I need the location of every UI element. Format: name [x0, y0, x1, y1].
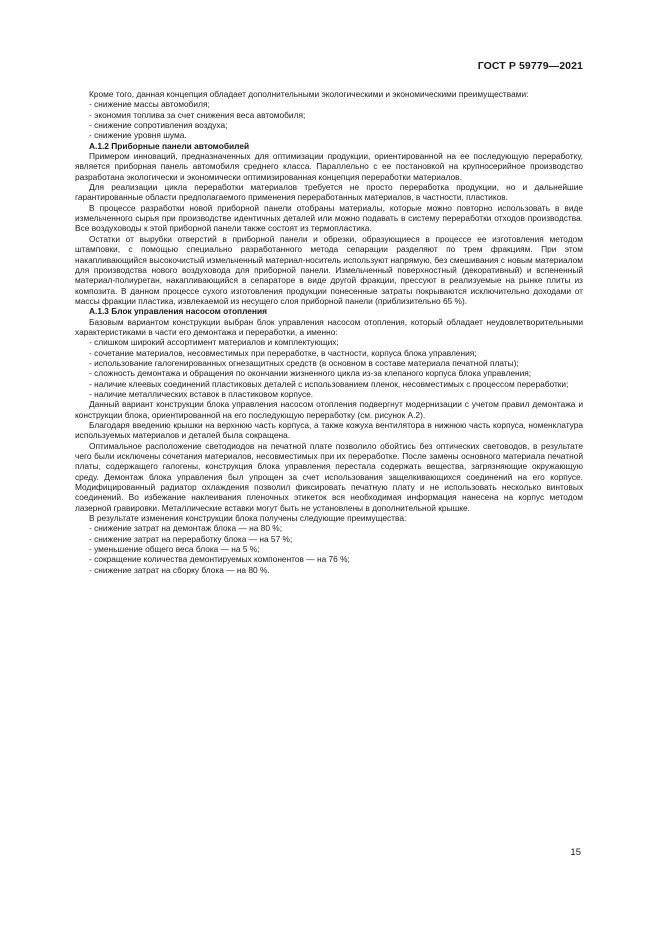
list-item: - снижение сопротивления воздуха; [89, 120, 228, 131]
section-heading: А.1.2 Приборные панели автомобилей [89, 140, 250, 151]
list-item: - снижение затрат на сборку блока — на 80 %. [89, 564, 270, 575]
list-item: - снижение затрат на демонтаж блока — на 80 %; [89, 523, 283, 534]
paragraph: Для реализации цикла переработки материалов требуется не просто переработка продукции, но и дальнейшие гарантированные области предполагаемого применения переработанных материалов, в частности, пластиков. [75, 182, 583, 203]
list-item: - снижение уровня шума. [89, 130, 187, 141]
section-heading: А.1.3 Блок управления насосом отопления [89, 306, 267, 317]
list-item: - экономия топлива за счет снижения веса автомобиля; [89, 109, 306, 120]
paragraph: В процессе разработки новой приборной панели отобраны материалы, которые можно повторно использовать в виде измельченного сырья при производстве идентичных деталей или можно подавать в систему переработки отходов производства. Все воздуховоды к этой приборной панели также состоят из термопластика. [75, 202, 583, 234]
paragraph: Кроме того, данная концепция обладает дополнительными экологическими и экономическими преимуществами: [89, 89, 529, 99]
list-item: - сложность демонтажа и обращения по окончании жизненного цикла из-за клепаного корпуса блока управления; [89, 368, 532, 379]
list-item: - уменьшение общего веса блока — на 5 %; [89, 544, 260, 555]
paragraph: Благодаря введению крышки на верхнюю часть корпуса, а также кожуха вентилятора в нижнюю часть корпуса, номенклатура используемых материалов и деталей была сокращена. [75, 420, 583, 441]
paragraph: В результате изменения конструкции блока получены следующие преимущества: [89, 513, 407, 524]
paragraph: Оптимальное расположение светодиодов на печатной плате позволило обойтись без оптических световодов, в результате чего были исключены сочетания материалов, несовместимых при их переработке. После замены основного материала печатной платы, содержащего галогены, конструкция блока управления перестала содержать вещества, загрязняющие окружающую среду. Демонтаж блока управления был упрощен за счет использования защелкивающихся соединений на его корпусе. Модифицированный радиатор охлаждения позволил фиксировать печатную плату и не использовать несколько винтовых соединений. Во избежание наклеивания пленочных этикеток вся необходимая информация нанесена на корпус методом лазерной гравировки. Металлические вставки могут быть не установлены в дополнительной крышке. [75, 440, 583, 513]
list-item: - сочетание материалов, несовместимых при переработке, в частности, корпуса блока управления; [89, 347, 477, 358]
list-item: - снижение затрат на переработку блока — на 57 %; [89, 533, 293, 544]
list-item: - использование галогенированных огнезащитных средств (в основном в составе материала печатной платы); [89, 357, 519, 368]
list-item: - наличие клеевых соединений пластиковых деталей с использованием пленок, несовместимых с процессом переработки; [89, 378, 569, 389]
list-item: - наличие металлических вставок в пластиковом корпусе. [89, 388, 314, 399]
list-item: - снижение массы автомобиля; [89, 99, 210, 110]
paragraph: Базовым вариантом конструкции выбран блок управления насосом отопления, который обладает неудовлетворительными характеристиками в части его демонтажа и переработки, а именно: [75, 316, 583, 337]
paragraph: Остатки от вырубки отверстий в приборной панели и обрезки, образующиеся в процессе ее изготовления методом штамповки, с помощью специально разработанного метода сепарации разделяют по трем фракциям. При этом накапливающийся высокочистый измельченный материал-носитель используют напрямую, без смешивания с новым материалом для производства нового воздуховода для приборной панели. Измельченный поверхностный (декоративный) и вспененный материал-полиуретан, накапливающийся в сепараторе в виде другой фракции, прессуют в реализуемые на рынке плиты из композита. В данном процессе сухого изготовления продукции понесенные затраты покрываются исключительно доходами от массы фракции пластика, извлекаемой из несущего слоя приборной панели (приблизительно 65 %). [75, 233, 583, 306]
list-item: - слишком широкий ассортимент материалов и комплектующих; [89, 337, 339, 348]
paragraph: Данный вариант конструкции блока управления насосом отопления подвергнут модернизации с учетом правил демонтажа и конструкции блока, ориентированной на его последующую переработку (см. рисунок А.2). [75, 399, 583, 420]
page-number: 15 [570, 847, 581, 858]
paragraph: Примером инноваций, предназначенных для оптимизации продукции, ориентированной на ее последующую переработку, является приборная панель автомобиля среднего класса. Параллельно с ее постановкой на крупносерийное производство разработана экологически и экономически оптимизированная концепция переработки материалов. [75, 151, 583, 182]
document-body [75, 89, 583, 575]
standard-designation: ГОСТ Р 59779—2021 [477, 60, 583, 72]
list-item: - сокращение количества демонтируемых компонентов — на 76 %; [89, 554, 350, 565]
